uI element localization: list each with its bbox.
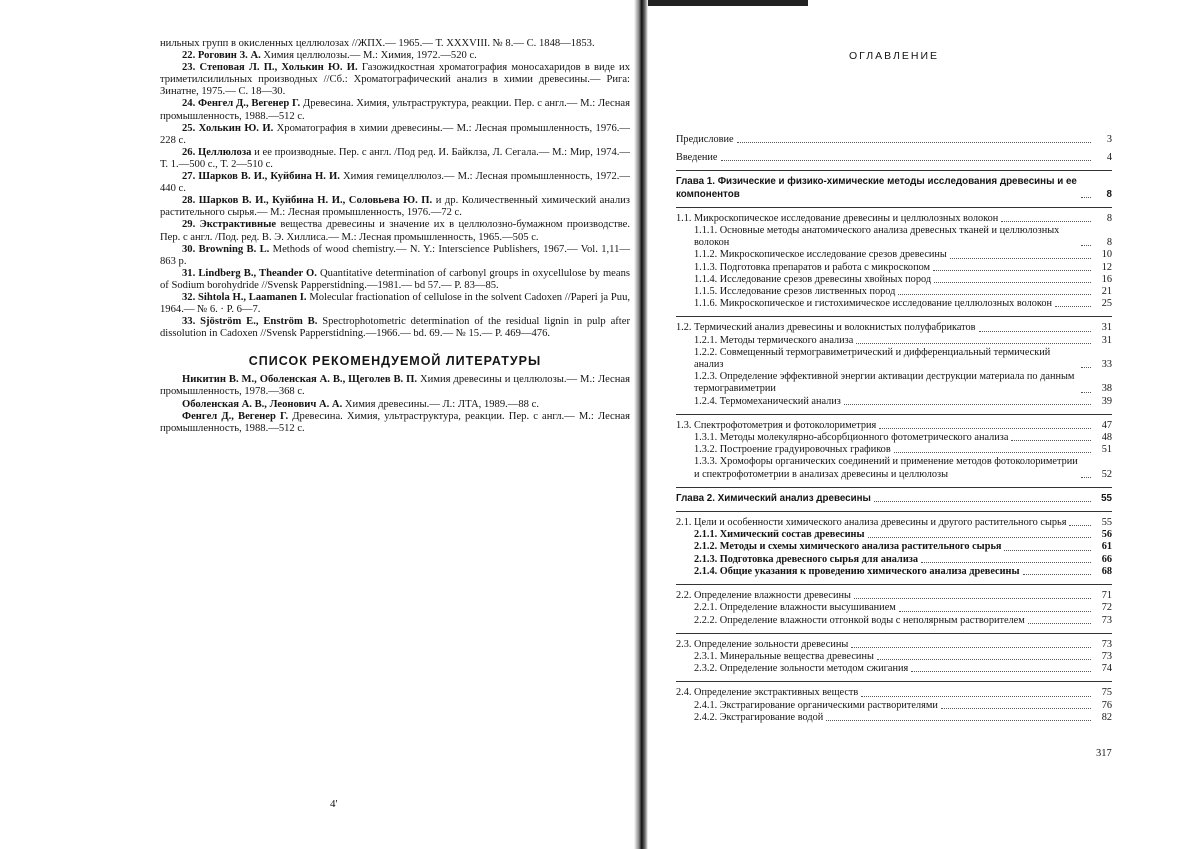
leader-dots <box>874 501 1091 502</box>
reference-author: 33. Sjöström E., Enström B. <box>182 316 318 328</box>
leader-dots <box>1011 440 1091 441</box>
page-edge-shadow <box>648 0 808 6</box>
toc-entry-title: 1.1.5. Исследование срезов лиственных пород <box>694 286 896 298</box>
toc-page-number: 8 <box>1106 212 1112 224</box>
recommended-literature-title: СПИСОК РЕКОМЕНДУЕМОЙ ЛИТЕРАТУРЫ <box>248 354 542 369</box>
toc-entry <box>676 444 1112 456</box>
toc-entry <box>676 615 1112 627</box>
toc-entry-title: 1.2.2. Совмещенный термогравиметрический и дифференциальный термический анализ <box>694 346 1051 371</box>
toc-entry-title: 2.3. Определение зольности древесины <box>676 638 849 650</box>
toc-entry-title: 1.2.4. Термомеханический анализ <box>694 395 841 407</box>
leader-dots <box>854 598 1091 599</box>
toc-entry-title: 1.2.1. Методы термического анализа <box>694 334 854 346</box>
toc-page-number: 48 <box>1101 432 1112 444</box>
stray-mark: 4' <box>330 798 338 810</box>
toc-entry <box>676 517 1112 529</box>
toc-entry-title: 2.1.2. Методы и схемы химического анализа растительного сырья <box>694 541 1002 553</box>
leader-dots <box>899 611 1091 612</box>
toc-entry-title: 2.1.1. Химический состав древесины <box>694 529 865 541</box>
divider <box>676 170 1112 171</box>
reference-text: Древесина. Химия, ультраструктура, реакции. Пер. с англ.— М.: Лесная промышленность, 1988.—512 с. <box>160 98 630 122</box>
toc-entry-title: 1.3. Спектрофотометрия и фотоколориметрия <box>676 419 877 431</box>
toc-entry-title: 1.3.3. Хромофоры органических соединений и применение методов фотоколориметрии и спектрофотометрии в анализах древесины и целлюлозы <box>694 456 1078 480</box>
reference-author: 22. Роговин З. А. <box>182 50 261 62</box>
divider <box>676 487 1112 488</box>
toc-page-number: 72 <box>1101 602 1112 614</box>
toc-entry <box>676 529 1112 541</box>
toc-entry <box>676 298 1112 310</box>
leader-dots <box>1081 367 1091 368</box>
toc-entry <box>676 274 1112 286</box>
toc-page-number: 75 <box>1101 687 1112 699</box>
leader-dots <box>826 720 1091 721</box>
toc-entry-title: 2.4. Определение экстрактивных веществ <box>676 687 859 699</box>
toc-page-number: 74 <box>1101 663 1112 675</box>
toc-entry-title: 2.3.2. Определение зольности методом сжигания <box>694 663 909 675</box>
leader-dots <box>856 343 1091 344</box>
toc-page-number: 68 <box>1101 565 1112 577</box>
reference-author: 31. Lindberg B., Theander O. <box>182 267 317 279</box>
leader-dots <box>911 671 1091 672</box>
leader-dots <box>721 160 1091 161</box>
reference-author: Фенгел Д., Вегенер Г. <box>182 410 289 422</box>
leader-dots <box>1081 392 1091 393</box>
reference-item <box>160 123 630 147</box>
toc-entry <box>676 213 1112 225</box>
reference-text: Химия целлюлозы.— М.: Химия, 1972.—520 с. <box>260 50 477 62</box>
leader-dots <box>1081 477 1091 478</box>
toc-page-number: 73 <box>1101 614 1112 626</box>
reference-item <box>160 316 630 340</box>
left-page <box>160 38 630 435</box>
toc-entry <box>676 420 1112 432</box>
leader-dots <box>898 294 1091 295</box>
reference-author: 28. Шарков В. И., Куйбина Н. И., Соловьева Ю. П. <box>182 195 433 207</box>
reference-author: 26. Целлюлоза <box>182 146 252 158</box>
recommended-item <box>160 374 630 398</box>
toc-entry-title: 2.4.2. Экстрагирование водой <box>694 711 824 723</box>
recommended-item <box>160 411 630 435</box>
toc-entry-title: 1.1.2. Микроскопическое исследование срезов древесины <box>694 249 947 261</box>
reference-author: 30. Browning B. L. <box>182 243 270 255</box>
toc-page-number: 4 <box>1106 152 1112 164</box>
toc-entry-title: 2.1. Цели и особенности химического анализа древесины и другого растительного сырья <box>676 517 1067 529</box>
reference-text: вещества древесины и значение их в целлюлозно-бумажном производстве. Пер. с англ. /Под. ред. В. Э. Хиллиса.— М.: Лесная промышленность, 1965.—505 с. <box>160 219 630 243</box>
toc-chapter-1 <box>676 176 1112 200</box>
toc-page-number: 51 <box>1101 444 1112 456</box>
divider <box>676 681 1112 682</box>
toc-page-number: 31 <box>1101 322 1112 334</box>
toc-page-number: 61 <box>1101 541 1112 553</box>
leader-dots <box>933 270 1091 271</box>
leader-dots <box>1004 550 1091 551</box>
leader-dots <box>1081 245 1091 246</box>
toc-page-number: 66 <box>1101 553 1112 565</box>
toc-entry-title: Введение <box>676 152 718 164</box>
toc-entry <box>676 651 1112 663</box>
reference-author: 25. Холькин Ю. И. <box>182 122 274 134</box>
toc-entry-title: 2.1.4. Общие указания к проведению химического анализа древесины <box>694 565 1020 577</box>
toc-entry-title: Предисловие <box>676 134 734 145</box>
leader-dots <box>879 428 1091 429</box>
toc-page-number: 10 <box>1101 249 1112 261</box>
toc-entry-title: 1.1.6. Микроскопическое и гистохимическое исследование целлюлозных волокон <box>694 298 1053 310</box>
divider <box>676 414 1112 415</box>
toc-title: ОГЛАВЛЕНИЕ <box>848 50 940 62</box>
reference-text: нильных групп в окисленных целлюлозах //ЖПХ.— 1965.— Т. XXXVIII. № 8.— С. 1848—1853. <box>160 38 595 49</box>
toc-page-number: 82 <box>1101 711 1112 723</box>
toc-page-number: 33 <box>1101 359 1112 371</box>
leader-dots <box>950 258 1091 259</box>
reference-author: 29. Экстрактивные <box>182 219 277 231</box>
toc-entry <box>676 639 1112 651</box>
reference-author: 24. Фенгел Д., Вегенер Г. <box>182 98 301 110</box>
toc-page-number: 55 <box>1101 492 1112 504</box>
toc-page-number: 21 <box>1101 286 1112 298</box>
toc-entry <box>676 396 1112 408</box>
toc-page-number: 76 <box>1101 699 1112 711</box>
toc-page-number: 52 <box>1101 468 1112 480</box>
toc-entry-title: 1.1.4. Исследование срезов древесины хвойных пород <box>694 273 932 285</box>
toc-entry <box>676 700 1112 712</box>
reference-text: Quantitative determination of carbonyl groups in oxycellulose by means of Sodium borohydride //Svensk Papperstidning.—1981.— bd 57.— P. 83—85. <box>160 267 631 291</box>
divider <box>676 207 1112 208</box>
toc-entry <box>676 322 1112 334</box>
toc-entry <box>676 225 1112 249</box>
toc-entry <box>676 456 1112 480</box>
leader-dots <box>1023 574 1092 575</box>
right-page <box>676 50 1112 724</box>
reference-text: Spectrophotometric determination of the residual lignin in pulp after dissolution in Cadoxen //Svensk Papperstidning.—1966.— bd. 69.— № 15.— P. 469—476. <box>160 316 630 340</box>
leader-dots <box>877 659 1091 660</box>
toc-entry <box>676 602 1112 614</box>
leader-dots <box>868 537 1092 538</box>
reference-author: Никитин В. М., Оболенская А. В., Щеголев В. П. <box>182 374 418 386</box>
leader-dots <box>737 142 1091 143</box>
toc-entry <box>676 687 1112 699</box>
divider <box>676 633 1112 634</box>
leader-dots <box>979 331 1091 332</box>
leader-dots <box>941 708 1091 709</box>
reference-item <box>160 292 630 316</box>
toc-entry <box>676 590 1112 602</box>
leader-dots <box>1028 623 1091 624</box>
toc-entry-title: 1.1. Микроскопическое исследование древесины и целлюлозных волокон <box>676 212 999 224</box>
reference-author: 27. Шарков В. И., Куйбина Н. И. <box>182 171 340 183</box>
toc-entry <box>676 286 1112 298</box>
toc-entry-title: 1.1.3. Подготовка препаратов и работа с микроскопом <box>694 261 931 273</box>
toc-page-number: 73 <box>1101 650 1112 662</box>
recommended-item <box>160 399 630 411</box>
reference-text: Methods of wood chemistry.— N. Y.: Interscience Publishers, 1967.— Vol. 1,11—863 p. <box>160 243 630 267</box>
reference-text: Химия гемицеллюлоз.— М.: Лесная промышленность, 1972.—440 с. <box>160 171 630 195</box>
toc-entry <box>676 566 1112 578</box>
divider <box>676 316 1112 317</box>
toc-page-number: 31 <box>1101 334 1112 346</box>
toc-entry-title: Глава 2. Химический анализ древесины <box>676 492 871 504</box>
leader-dots <box>1055 306 1091 307</box>
toc-entry <box>676 262 1112 274</box>
toc-entry-title: 2.2.1. Определение влажности высушиванием <box>694 602 896 614</box>
leader-dots <box>844 404 1091 405</box>
toc-page-number: 12 <box>1101 261 1112 273</box>
toc-entry <box>676 541 1112 553</box>
divider <box>676 511 1112 512</box>
toc-entry-preface <box>676 134 1112 146</box>
leader-dots <box>894 452 1091 453</box>
reference-text: и ее производные. Пер. с англ. /Под ред. И. Байклза, Л. Сегала.— М.: Мир, 1974.— Т. 1.—500 с., Т. 2—510 с. <box>160 146 630 170</box>
leader-dots <box>934 282 1091 283</box>
toc-page-number: 56 <box>1101 529 1112 541</box>
leader-dots <box>1001 221 1091 222</box>
toc-entry-title: 2.1.3. Подготовка древесного сырья для анализа <box>694 553 919 565</box>
toc-entry <box>676 347 1112 371</box>
reference-item <box>160 195 630 219</box>
toc-entry-title: 1.2. Термический анализ древесины и волокнистых полуфабрикатов <box>676 322 976 334</box>
reference-item <box>160 268 630 292</box>
toc-entry <box>676 371 1112 395</box>
toc-entry-title: 1.3.1. Методы молекулярно-абсорбционного фотометрического анализа <box>694 432 1009 444</box>
reference-item <box>160 171 630 195</box>
reference-text: Химия древесины и целлюлозы.— М.: Лесная промышленность, 1978.—368 с. <box>160 374 631 398</box>
leader-dots <box>851 647 1091 648</box>
leader-dots <box>1069 525 1091 526</box>
leader-dots <box>1081 197 1091 198</box>
toc-entry <box>676 432 1112 444</box>
toc-entry <box>676 712 1112 724</box>
toc-entry <box>676 554 1112 566</box>
toc-page-number: 16 <box>1101 273 1112 285</box>
reference-author: 32. Sihtola H., Laamanen I. <box>182 291 307 303</box>
reference-text: Газожидкостная хроматография моносахаридов в виде их триметилсилильных производных //Сб.: Хроматографический анализ в химии древесины.— Рига: Зинатне, 1975.— С. 18—30. <box>160 62 630 98</box>
toc-chapter-2 <box>676 493 1112 505</box>
toc-page-number: 8 <box>1106 188 1112 200</box>
page-number: 317 <box>1096 748 1112 759</box>
toc-entry-title: Глава 1. Физические и физико-химические методы исследования древесины и ее компонентов <box>676 176 1077 200</box>
toc-entry-title: 2.4.1. Экстрагирование органическими растворителями <box>694 699 938 711</box>
book-spine-gutter <box>634 0 648 849</box>
reference-text: Древесина. Химия, ультраструктура, реакции. Пер. с англ.— М.: Лесная промышленность, 1988.—512 с. <box>160 410 630 434</box>
reference-item <box>160 147 630 171</box>
leader-dots <box>921 562 1091 563</box>
toc-entry-intro <box>676 152 1112 164</box>
reference-text: и др. Количественный химический анализ растительного сырья.— М.: Лесная промышленность, 1976.—72 с. <box>160 195 630 219</box>
toc-page-number: 3 <box>1106 134 1112 145</box>
toc-entry-title: 1.1.1. Основные методы анатомического анализа древесных тканей и целлюлозных волокон <box>694 225 1060 249</box>
toc-page-number: 39 <box>1101 395 1112 407</box>
toc-page-number: 73 <box>1101 638 1112 650</box>
toc-page-number: 55 <box>1101 517 1112 529</box>
divider <box>676 584 1112 585</box>
reference-text: Химия древесины.— Л.: ЛТА, 1989.—88 с. <box>342 398 539 410</box>
reference-text: Molecular fractionation of cellulose in the solvent Cadoxen //Paperi ja Puu, 1964.— № 6. · P. 6—7. <box>160 291 631 316</box>
toc-entry-title: 2.2. Определение влажности древесины <box>676 590 851 602</box>
leader-dots <box>861 696 1091 697</box>
reference-item <box>160 244 630 268</box>
reference-author: Оболенская А. В., Леонович А. А. <box>182 398 343 410</box>
toc-page-number: 38 <box>1101 383 1112 395</box>
reference-item <box>160 98 630 122</box>
reference-author: 23. Степовая Л. П., Холькин Ю. И. <box>182 62 358 74</box>
reference-item <box>160 62 630 98</box>
toc-entry-title: 2.2.2. Определение влажности отгонкой воды с неполярным растворителем <box>694 614 1025 626</box>
toc-entry-title: 1.2.3. Определение эффективной энергии активации деструкции материала по данным термогравиметрии <box>694 371 1075 395</box>
toc-entry <box>676 249 1112 261</box>
reference-item <box>160 50 630 62</box>
toc-page-number: 71 <box>1101 590 1112 602</box>
toc-entry-title: 1.3.2. Построение градуировочных графиков <box>694 444 891 456</box>
reference-item <box>160 38 630 50</box>
toc-entry <box>676 663 1112 675</box>
toc-page-number: 8 <box>1106 237 1112 249</box>
toc-entry-title: 2.3.1. Минеральные вещества древесины <box>694 650 874 662</box>
toc-page-number: 47 <box>1101 419 1112 431</box>
toc-page-number: 25 <box>1101 298 1112 310</box>
reference-item <box>160 219 630 243</box>
reference-text: Хроматография в химии древесины.— М.: Лесная промышленность, 1976.—228 с. <box>160 122 630 146</box>
toc-entry <box>676 335 1112 347</box>
